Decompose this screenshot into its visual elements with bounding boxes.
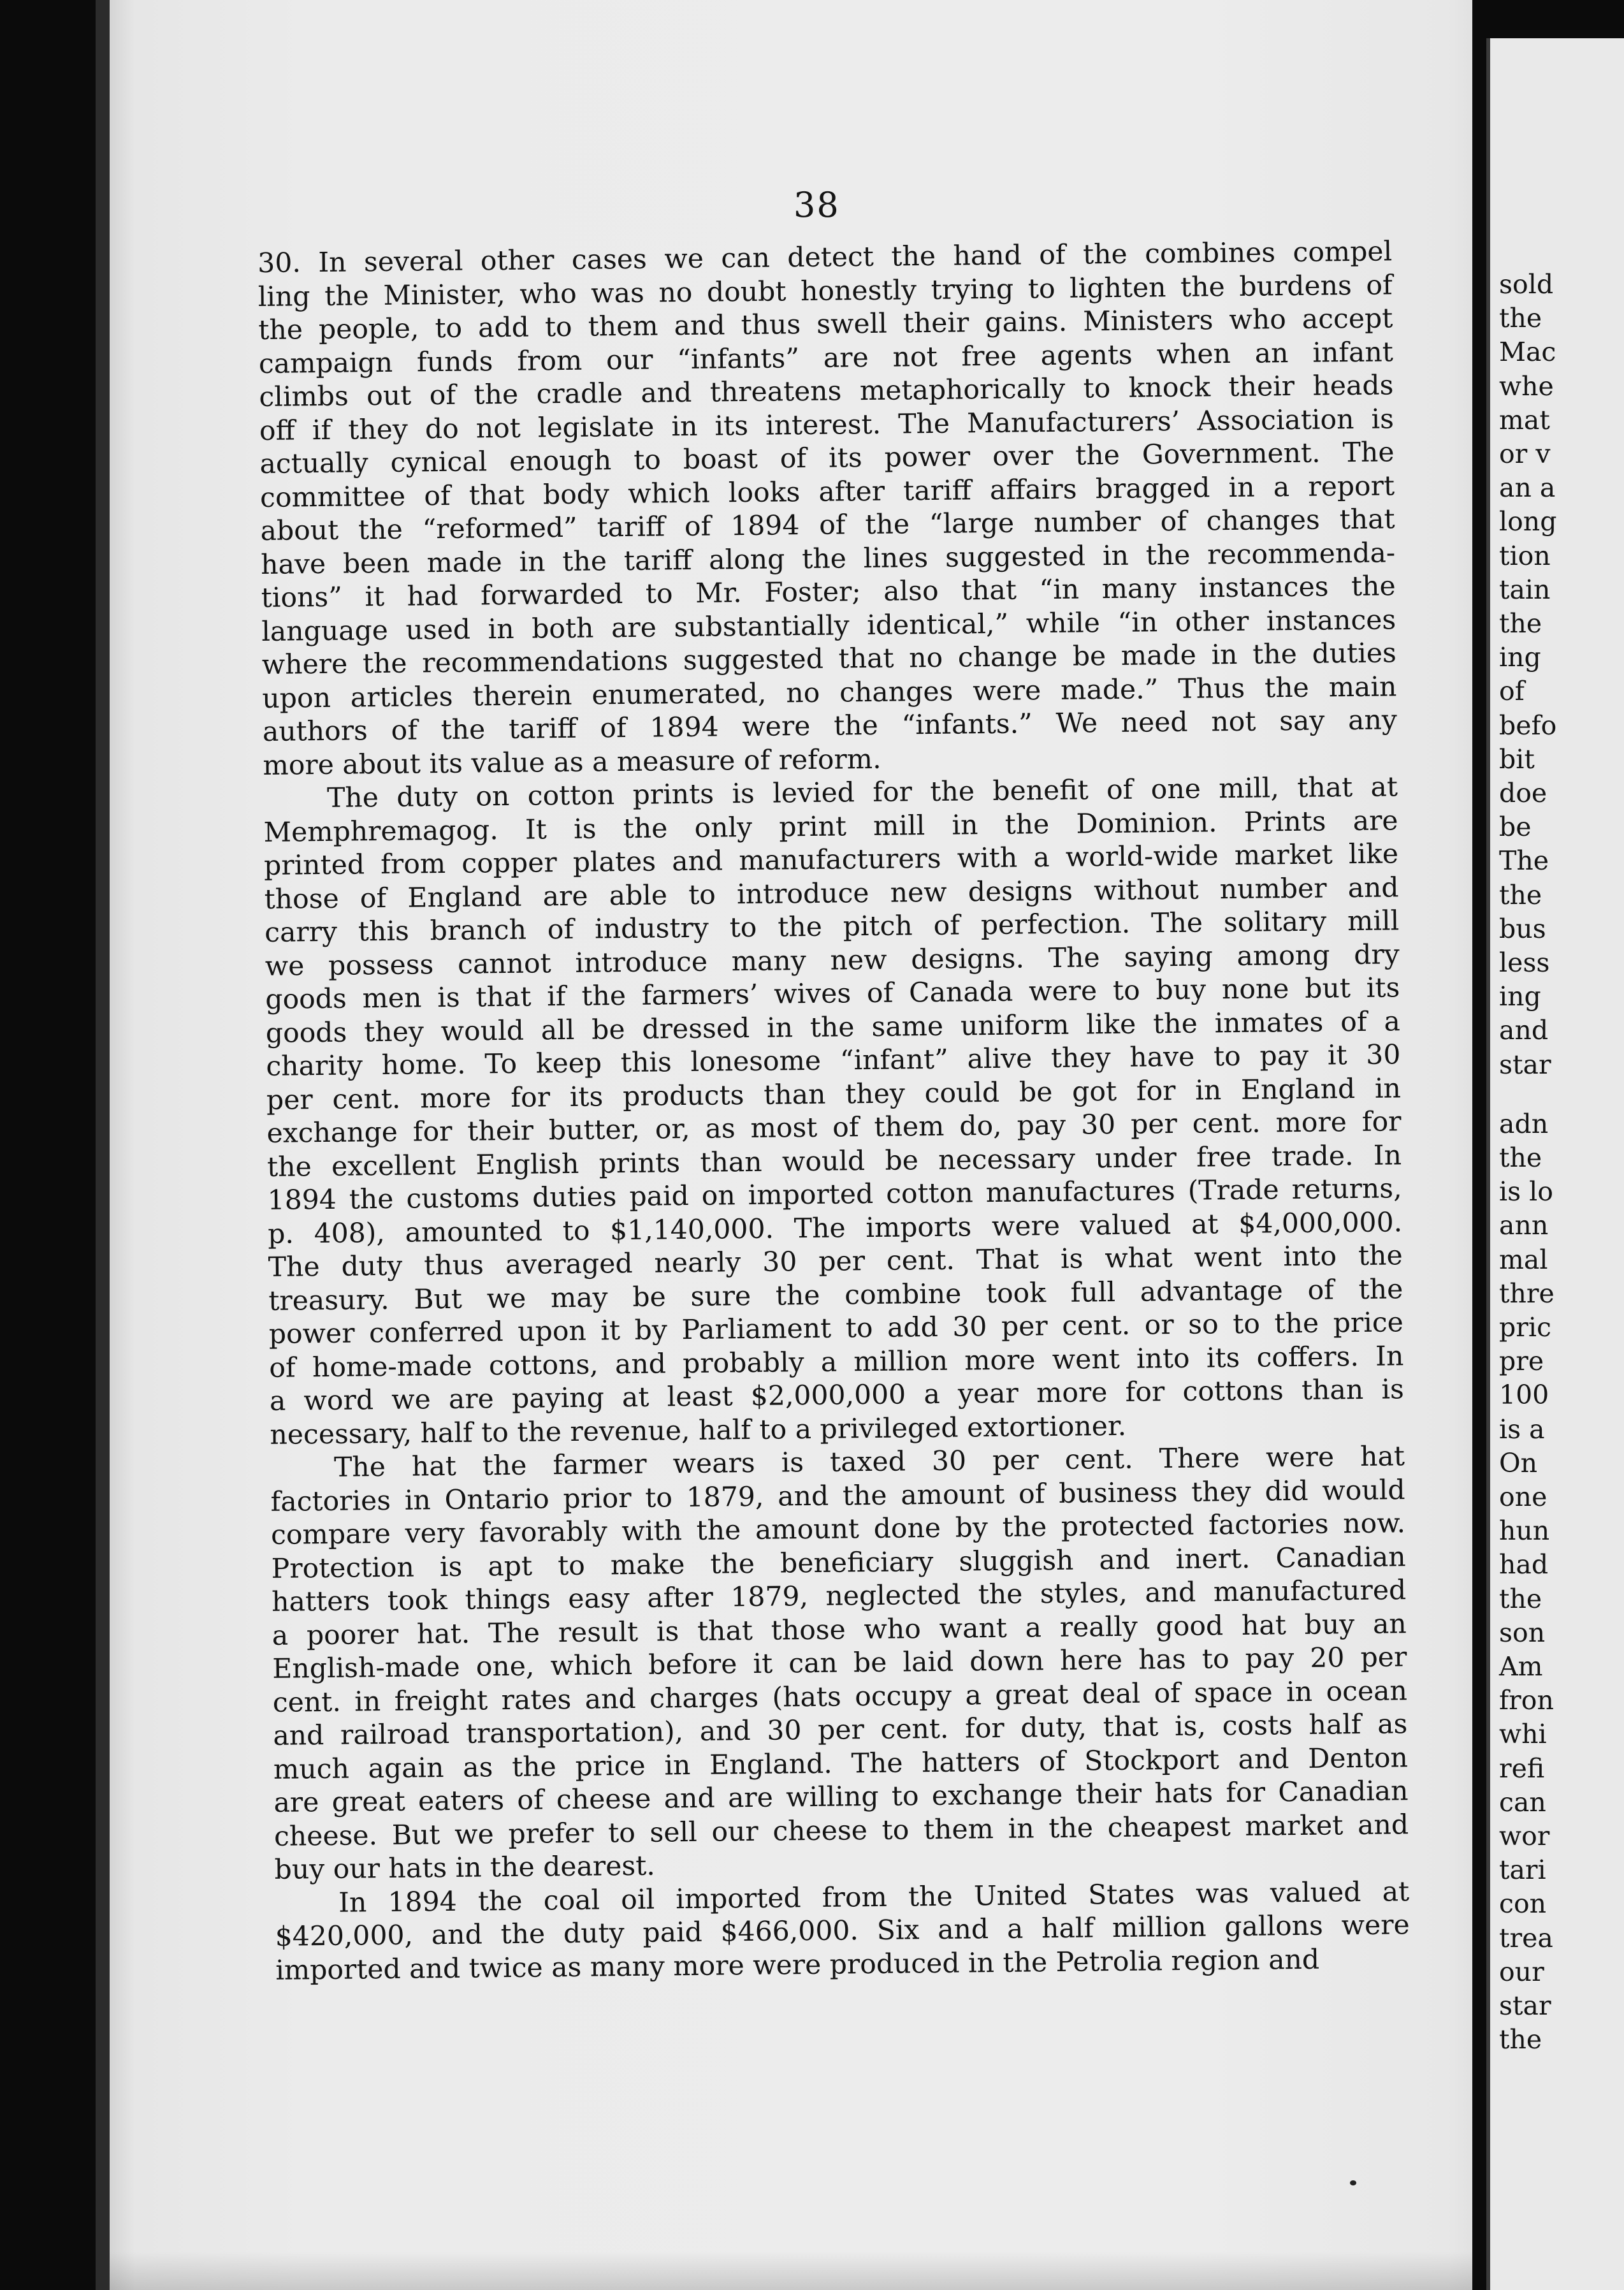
facing-page-fragment: ing bbox=[1499, 642, 1541, 673]
text-line: p. 408), amounted to $1,140,000. The imports were valued at $4,000,000. bbox=[267, 1206, 1403, 1250]
facing-page-fragment: had bbox=[1499, 1549, 1549, 1580]
text-line: treasury. But we may be sure the combine took full advantage of the bbox=[268, 1273, 1403, 1317]
text-line: and railroad transportation), and 30 per cent. for duty, that is, costs half as bbox=[273, 1709, 1408, 1752]
facing-page-fragment: mal bbox=[1499, 1244, 1548, 1275]
facing-page-fragment: The bbox=[1499, 845, 1549, 877]
page-number: 38 bbox=[794, 185, 840, 225]
facing-page-fragment: ing bbox=[1499, 981, 1541, 1012]
facing-page-fragment: whi bbox=[1499, 1719, 1547, 1750]
facing-page-fragment: is a bbox=[1499, 1413, 1545, 1445]
facing-page-fragment: star bbox=[1499, 1990, 1551, 2021]
text-line: those of England are able to introduce new designs without number and bbox=[264, 872, 1399, 915]
facing-page-fragment: long bbox=[1499, 506, 1557, 537]
text-line: more about its value as a measure of reform. bbox=[263, 743, 881, 782]
facing-page-fragment: Mac bbox=[1499, 337, 1556, 368]
text-line: English-made one, which before it can be laid down here has to pay 20 per bbox=[272, 1642, 1407, 1685]
text-line: we possess cannot introduce many new designs. The saying among dry bbox=[265, 938, 1400, 982]
text-line: per cent. more for its products than they could be got for in England in bbox=[266, 1072, 1402, 1116]
text-line: goods men is that if the farmers’ wives of Canada were to buy none but its bbox=[265, 972, 1400, 1016]
facing-page-fragment: thre bbox=[1499, 1278, 1555, 1309]
facing-page-fragment: doe bbox=[1499, 778, 1548, 808]
text-line: The duty thus averaged nearly 30 per cent. That is what went into the bbox=[268, 1240, 1403, 1283]
facing-page-fragment: the bbox=[1499, 608, 1542, 639]
facing-page-fragment: 100 bbox=[1499, 1380, 1549, 1411]
facing-page-fragment: or v bbox=[1499, 439, 1551, 469]
text-line: much again as the price in England. The hatters of Stockport and Denton bbox=[273, 1742, 1409, 1786]
text-line: a poorer hat. The result is that those who want a really good hat buy an bbox=[272, 1608, 1407, 1652]
facing-page-fragment: con bbox=[1499, 1888, 1547, 1920]
text-line: $420,000, and the duty paid $466,000. Six and a half million gallons were bbox=[275, 1909, 1410, 1953]
text-line: hatters took things easy after 1879, neglected the styles, and manufactured bbox=[272, 1575, 1407, 1618]
text-line: a word we are paying at least $2,000,000 a year more for cottons than is bbox=[269, 1374, 1405, 1417]
text-line: buy our hats in the dearest. bbox=[274, 1850, 656, 1886]
paragraph bbox=[257, 235, 1398, 783]
paragraph bbox=[270, 1440, 1409, 1887]
facing-page-fragment: the bbox=[1499, 879, 1542, 910]
facing-page-fragment: be bbox=[1499, 812, 1532, 843]
paragraph bbox=[275, 1876, 1410, 1988]
facing-page-fragment: tari bbox=[1499, 1855, 1546, 1886]
text-line: upon articles therein enumerated, no changes were made.” Thus the main bbox=[262, 671, 1397, 715]
facing-page-fragment: is lo bbox=[1499, 1176, 1553, 1207]
text-line: factories in Ontario prior to 1879, and the amount of business they did would bbox=[270, 1474, 1405, 1518]
text-line: exchange for their butter, or, as most of them do, pay 30 per cent. more for bbox=[266, 1106, 1402, 1149]
facing-page-fragment: an a bbox=[1499, 472, 1556, 504]
facing-page-fragment: On bbox=[1499, 1447, 1538, 1478]
text-line: climbs out of the cradle and threatens metaphorically to knock their heads bbox=[259, 370, 1394, 413]
body-text bbox=[257, 235, 1410, 1987]
facing-page-fragment: the bbox=[1499, 2024, 1542, 2055]
text-line: Memphremagog. It is the only print mill in the Dominion. Prints are bbox=[263, 805, 1398, 849]
facing-page-fragment: can bbox=[1499, 1786, 1546, 1818]
facing-page-fragment: tain bbox=[1499, 574, 1551, 605]
text-line: printed from copper plates and manufacturers with a world-wide market like bbox=[263, 838, 1399, 882]
facing-page-fragment: hun bbox=[1499, 1515, 1550, 1547]
facing-page-fragment: Am bbox=[1499, 1651, 1543, 1682]
facing-page-fragment: less bbox=[1499, 947, 1550, 978]
text-line: are great eaters of cheese and are willing to exchange their hats for Canadian bbox=[273, 1776, 1409, 1819]
facing-page-fragment: wor bbox=[1499, 1821, 1550, 1851]
facing-page-fragment: of bbox=[1499, 676, 1525, 707]
facing-page-fragment: whe bbox=[1499, 370, 1554, 402]
text-line: about the “reformed” tariff of 1894 of the “large number of changes that bbox=[260, 504, 1395, 547]
text-line: cheese. But we prefer to sell our cheese to them in the cheapest market and bbox=[273, 1809, 1409, 1853]
facing-page-fragment: adn bbox=[1499, 1108, 1549, 1139]
text-line: the excellent English prints than would be necessary under free trade. In bbox=[266, 1139, 1402, 1183]
text-line: tions” it had forwarded to Mr. Foster; also that “in many instances the bbox=[261, 571, 1396, 614]
text-line: committee of that body which looks after tariff affairs bragged in a report bbox=[259, 470, 1395, 514]
text-line: where the recommendations suggested that no change be made in the duties bbox=[261, 638, 1397, 681]
facing-page-fragment: trea bbox=[1499, 1922, 1553, 1953]
facing-page-fragment: refi bbox=[1499, 1753, 1545, 1784]
text-line: the people, to add to them and thus swell their gains. Ministers who accept bbox=[258, 303, 1393, 346]
facing-page-fragment: tion bbox=[1499, 540, 1551, 571]
paragraph bbox=[263, 771, 1405, 1452]
text-line: necessary, half to the revenue, half to a privileged extortioner. bbox=[270, 1410, 1127, 1451]
text-line: actually cynical enough to boast of its power over the Government. The bbox=[259, 437, 1395, 480]
text-line: charity home. To keep this lonesome “infant” alive they have to pay it 30 bbox=[266, 1039, 1401, 1083]
text-line: authors of the tariff of 1894 were the “infants.” We need not say any bbox=[262, 704, 1398, 748]
facing-page-fragment: sold bbox=[1499, 269, 1554, 300]
facing-page-fragment: the bbox=[1499, 1583, 1542, 1614]
facing-page-fragment: ann bbox=[1499, 1210, 1549, 1241]
facing-page-fragment: son bbox=[1499, 1617, 1546, 1648]
text-line: carry this branch of industry to the pitch of perfection. The solitary mill bbox=[265, 905, 1400, 949]
text-line: 30. In several other cases we can detect the hand of the combines compel bbox=[257, 236, 1393, 279]
text-line: campaign funds from our “infants” are not free agents when an infant bbox=[258, 336, 1394, 380]
facing-page-fragment: the bbox=[1499, 1142, 1542, 1173]
facing-page-fragment: mat bbox=[1499, 404, 1550, 435]
facing-page-fragment: fron bbox=[1499, 1685, 1554, 1716]
facing-page-fragment: and bbox=[1499, 1015, 1549, 1046]
text-line: of home-made cottons, and probably a million more went into its coffers. In bbox=[269, 1340, 1404, 1384]
facing-page-fragment: one bbox=[1499, 1482, 1548, 1512]
text-line: The duty on cotton prints is levied for the benefit of one mill, that at bbox=[326, 771, 1398, 814]
text-line: language used in both are substantially identical,” while “in other instances bbox=[261, 604, 1396, 648]
text-line: Protection is apt to make the beneficiary sluggish and inert. Canadian bbox=[271, 1541, 1406, 1585]
text-line: goods they would all be dressed in the same uniform like the inmates of a bbox=[265, 1005, 1401, 1049]
facing-page-fragment: the bbox=[1499, 303, 1542, 334]
text-line: power conferred upon it by Parliament to add 30 per cent. or so to the price bbox=[268, 1307, 1404, 1350]
text-line: The hat the farmer wears is taxed 30 per cent. There were hat bbox=[333, 1441, 1405, 1484]
text-line: In 1894 the coal oil imported from the United States was valued at bbox=[338, 1876, 1410, 1919]
text-line: imported and twice as many more were produced in the Petrolia region and bbox=[275, 1944, 1320, 1987]
facing-page-fragment: our bbox=[1499, 1956, 1544, 1987]
facing-page-fragment: bit bbox=[1499, 743, 1535, 775]
facing-page-fragment: star bbox=[1499, 1049, 1551, 1080]
text-line: compare very favorably with the amount done by the protected factories now. bbox=[270, 1508, 1406, 1551]
text-line: ling the Minister, who was no doubt honestly trying to lighten the burdens of bbox=[257, 269, 1393, 313]
text-line: cent. in freight rates and charges (hats occupy a great deal of space in ocean bbox=[272, 1675, 1408, 1719]
facing-page-fragment: pric bbox=[1499, 1312, 1551, 1343]
text-line: 1894 the customs duties paid on imported cotton manufactures (Trade returns, bbox=[267, 1173, 1402, 1216]
facing-page-fragment: bus bbox=[1499, 913, 1546, 944]
text-line: have been made in the tariff along the lines suggested in the recommenda- bbox=[260, 537, 1396, 581]
text-line: off if they do not legislate in its interest. The Manufacturers’ Association is bbox=[259, 403, 1395, 447]
facing-page-fragment: pre bbox=[1499, 1346, 1544, 1377]
facing-page-fragment: befo bbox=[1499, 710, 1557, 741]
ink-speck bbox=[1350, 2180, 1356, 2185]
